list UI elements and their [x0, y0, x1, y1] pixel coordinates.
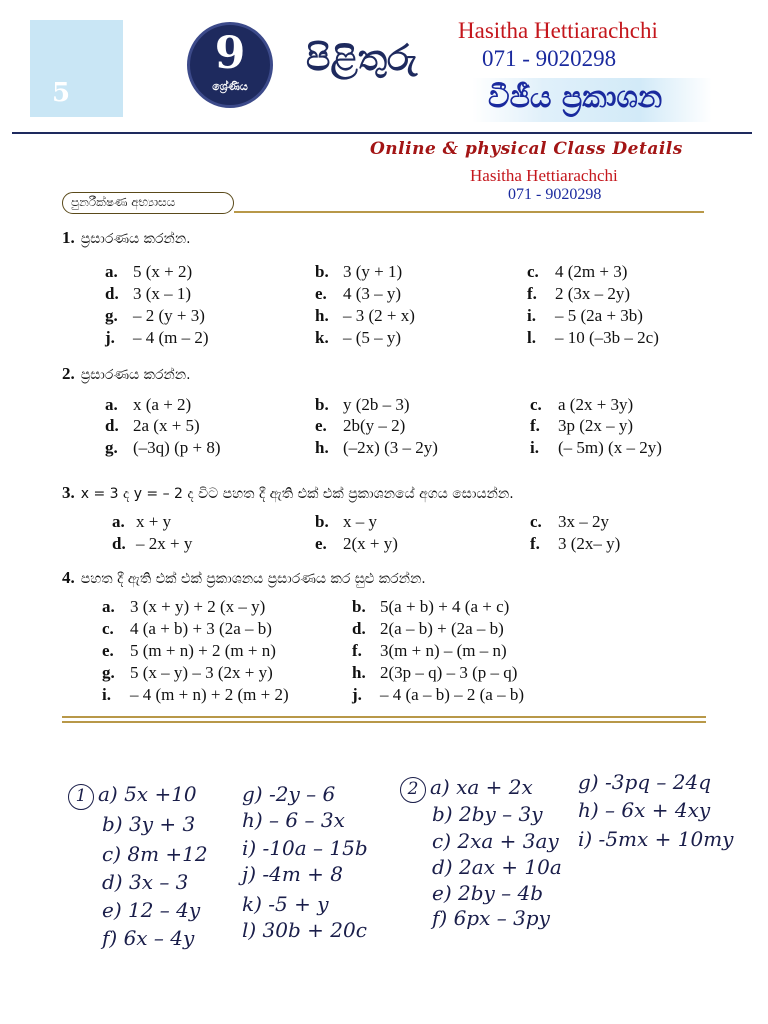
- q1-item: l. – 10 (–3b – 2c): [527, 328, 659, 347]
- q2-item: a. x (a + 2): [105, 395, 192, 414]
- circled-number: 1: [68, 784, 94, 810]
- q4-item: b. 5(a + b) + 4 (a + c): [352, 597, 510, 616]
- q1-item: a. 5 (x + 2): [105, 262, 193, 281]
- q4-item: h. 2(3p – q) – 3 (p – q): [352, 663, 518, 682]
- handwritten-q1-i: i) -10a – 15b: [242, 836, 368, 860]
- q1-item: d. 3 (x – 1): [105, 284, 192, 303]
- revision-divider: [234, 211, 704, 213]
- class-author-phone: 071 - 9020298: [508, 186, 602, 203]
- handwritten-q1-j: j) -4m + 8: [242, 862, 344, 886]
- grade-badge: [187, 22, 273, 108]
- q2-item: e. 2b(y – 2): [315, 416, 406, 435]
- question-3-heading: [62, 483, 514, 503]
- q3-item: a. x + y: [112, 512, 172, 531]
- q4-item: f. 3(m + n) – (m – n): [352, 641, 507, 660]
- q2-item: g. (–3q) (p + 8): [105, 438, 221, 457]
- question-2-heading: [62, 364, 191, 384]
- section-divider: [62, 716, 706, 718]
- q2-item: c. a (2x + 3y): [530, 395, 634, 414]
- question-number: 1.: [62, 228, 75, 247]
- question-text: ප්‍රසාරණය කරන්න.: [80, 367, 191, 383]
- question-number: 2.: [62, 364, 75, 383]
- author-name: Hasitha Hettiarachchi: [458, 18, 658, 43]
- handwritten-q2-g: g) -3pq – 24q: [578, 770, 712, 794]
- q4-item: c. 4 (a + b) + 3 (2a – b): [102, 619, 272, 638]
- class-author-name: Hasitha Hettiarachchi: [470, 166, 618, 185]
- handwritten-q1-e: e) 12 – 4y: [102, 898, 201, 922]
- handwritten-q2-b: b) 2by – 3y: [432, 802, 543, 826]
- author-phone: 071 - 9020298: [482, 46, 617, 71]
- q1-item: c. 4 (2m + 3): [527, 262, 628, 281]
- q1-item: i. – 5 (2a + 3b): [527, 306, 643, 325]
- handwritten-q2-d: d) 2ax + 10a: [432, 855, 562, 879]
- handwritten-q1-c: c) 8m +12: [102, 842, 208, 866]
- circled-number: 2: [400, 777, 426, 803]
- handwritten-q1-b: b) 3y + 3: [102, 812, 196, 836]
- section-title: වීජීය ප්‍රකාශන: [488, 80, 663, 115]
- handwritten-q2-a: 2 a) xa + 2x: [400, 775, 533, 803]
- handwritten-q2-f: f) 6px – 3py: [432, 906, 550, 930]
- q1-item: b. 3 (y + 1): [315, 262, 403, 281]
- question-text: පහත දී ඇති එක් එක් ප්‍රකාශනය ප්‍රසාරණය කර සුළු කරන්න.: [80, 571, 426, 587]
- q4-item: g. 5 (x – y) – 3 (2x + y): [102, 663, 273, 682]
- q4-item: j. – 4 (a – b) – 2 (a – b): [352, 685, 524, 704]
- q2-item: i. (– 5m) (x – 2y): [530, 438, 662, 457]
- handwritten-q1-f: f) 6x – 4y: [102, 926, 195, 950]
- q2-item: f. 3p (2x – y): [530, 416, 634, 435]
- handwritten-q1-d: d) 3x – 3: [102, 870, 189, 894]
- q4-item: i. – 4 (m + n) + 2 (m + 2): [102, 685, 289, 704]
- q4-item: d. 2(a – b) + (2a – b): [352, 619, 504, 638]
- question-1-heading: [62, 228, 191, 248]
- q2-item: h. (–2x) (3 – 2y): [315, 438, 438, 457]
- question-number: 4.: [62, 568, 75, 587]
- header-divider: [12, 132, 752, 134]
- handwritten-q2-c: c) 2xa + 3ay: [432, 829, 559, 853]
- q1-item: j. – 4 (m – 2): [105, 328, 209, 347]
- q3-item: f. 3 (2x– y): [530, 534, 621, 553]
- section-divider: [62, 721, 706, 723]
- page-title: පිළිතුරු: [306, 38, 418, 79]
- revision-label: පුනරීක්ෂණ අභ්‍යාසය: [62, 192, 234, 214]
- q4-item: e. 5 (m + n) + 2 (m + n): [102, 641, 276, 660]
- handwritten-q1-k: k) -5 + y: [242, 892, 329, 916]
- handwritten-q1-g: g) -2y – 6: [242, 782, 336, 806]
- grade-number: 9: [214, 28, 246, 79]
- page-number: 5: [52, 78, 71, 108]
- class-details-heading: Online & physical Class Details: [370, 139, 683, 159]
- q3-item: c. 3x – 2y: [530, 512, 609, 531]
- grade-label: ශ්‍රේණිය: [212, 80, 248, 93]
- page-number-box: [30, 20, 123, 117]
- question-text: ප්‍රසාරණය කරන්න.: [80, 231, 191, 247]
- question-4-heading: [62, 568, 426, 588]
- q3-item: d. – 2x + y: [112, 534, 193, 553]
- handwritten-q1-a: 1 a) 5x +10: [68, 782, 197, 810]
- question-text: x = 3 ද y = – 2 ද විට පහත දී ඇති එක් එක් ප්‍රකාශනයේ අගය සොයන්න.: [80, 486, 514, 502]
- q3-item: b. x – y: [315, 512, 377, 531]
- q1-item: k. – (5 – y): [315, 328, 402, 347]
- handwritten-q1-h: h) – 6 – 3x: [242, 808, 345, 832]
- q3-item: e. 2(x + y): [315, 534, 398, 553]
- q1-item: e. 4 (3 – y): [315, 284, 402, 303]
- q2-item: b. y (2b – 3): [315, 395, 410, 414]
- q2-item: d. 2a (x + 5): [105, 416, 200, 435]
- handwritten-q2-e: e) 2by – 4b: [432, 881, 544, 905]
- question-number: 3.: [62, 483, 75, 502]
- q1-item: f. 2 (3x – 2y): [527, 284, 631, 303]
- handwritten-q2-h: h) – 6x + 4xy: [578, 798, 711, 822]
- q1-item: h. – 3 (2 + x): [315, 306, 415, 325]
- q4-item: a. 3 (x + y) + 2 (x – y): [102, 597, 266, 616]
- handwritten-q2-i: i) -5mx + 10my: [578, 827, 734, 851]
- handwritten-q1-l: l) 30b + 20c: [242, 918, 367, 942]
- q1-item: g. – 2 (y + 3): [105, 306, 205, 325]
